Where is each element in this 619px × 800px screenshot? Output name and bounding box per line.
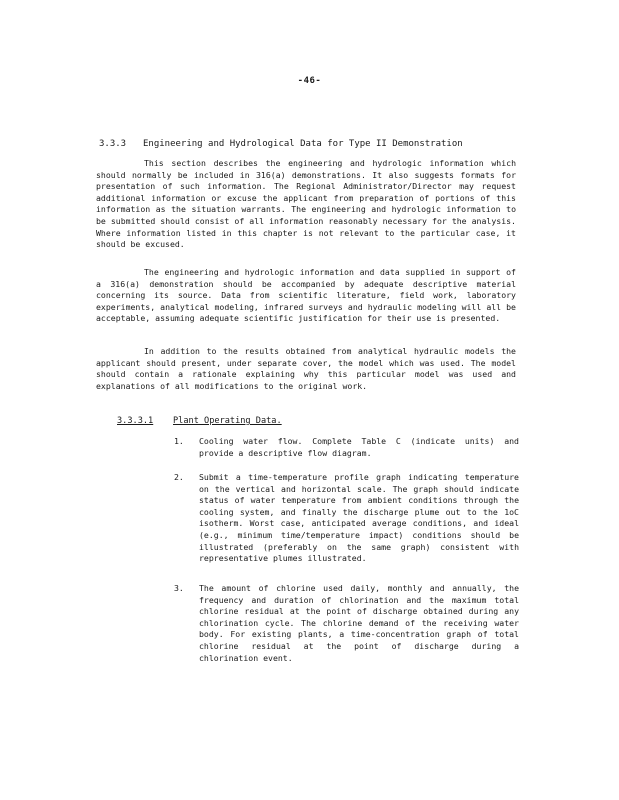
list-item-text: The amount of chlorine used daily, monthly and annually, the frequency and duration of chlorination and the maximum total chlorine residual at the point of discharge obtained during any chlorination cycle. The chlorine demand of the receiving water body. For existing plants, a time-concentration graph of total chlorine residual at the point of discharge during a chlorination event.: [199, 583, 519, 663]
section-heading: [99, 139, 463, 149]
list-item: [174, 436, 519, 459]
list-item: [174, 583, 519, 664]
subsection-title: Plant Operating Data.: [173, 416, 282, 426]
page-number: -46-: [297, 76, 322, 86]
paragraph-3: In addition to the results obtained from analytical hydraulic models the applicant should present, under separate cover, the model which was used. The model should contain a rationale explaining why this particular model was used and explanations of all modifications to the original work.: [96, 346, 516, 391]
section-title: Engineering and Hydrological Data for Type II Demonstration: [143, 139, 463, 149]
list-item-text: Cooling water flow. Complete Table C (indicate units) and provide a descriptive flow diagram.: [199, 436, 519, 458]
subsection-heading: [117, 416, 282, 426]
subsection-number: 3.3.3.1: [117, 416, 154, 426]
list-item-number: 2.: [174, 472, 184, 482]
paragraph-1: This section describes the engineering and hydrologic information which should normally be included in 316(a) demonstrations. It also suggests formats for presentation of such information. The Regional Administrator/Director may request additional information or excuse the applicant from preparation of portions of this information as the situation warrants. The engineering and hydrologic information to be submitted should consist of all information reasonably necessary for the analysis. Where information listed in this chapter is not relevant to the particular case, it should be excused.: [96, 158, 516, 250]
list-item-text: Submit a time-temperature profile graph indicating temperature on the vertical and horizontal scale. The graph should indicate status of water temperature from ambient conditions through the cooling system, and finally the discharge plume out to the 1oC isotherm. Worst case, anticipated average conditions, and ideal (e.g., minimum time/temperature impact) conditions should be illustrated (preferably on the same graph) consistent with representative plumes illustrated.: [199, 472, 519, 564]
list-item: [174, 472, 519, 565]
paragraph-2: The engineering and hydrologic information and data supplied in support of a 316(a) demonstration should be accompanied by adequate descriptive material concerning its source. Data from scientific literature, field work, laboratory experiments, analytical modeling, infrared surveys and hydraulic modeling will all be acceptable, assuming adequate scientific justification for their use is presented.: [96, 267, 516, 324]
list-item-number: 1.: [174, 436, 184, 446]
section-number: 3.3.3: [99, 139, 127, 149]
list-item-number: 3.: [174, 583, 184, 593]
